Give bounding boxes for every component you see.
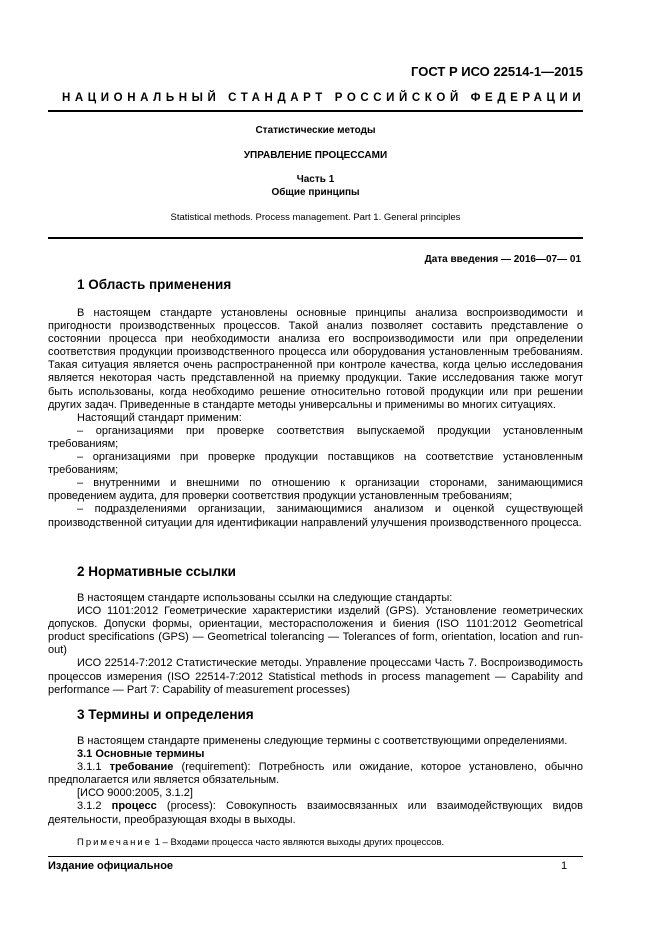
header-rule <box>48 110 583 112</box>
term-number: 3.1.1 <box>77 761 102 774</box>
english-title: Statistical methods. Process management. Part 1. General principles <box>170 212 461 223</box>
part-label: Часть 1 <box>296 174 335 185</box>
main-title: УПРАВЛЕНИЕ ПРОЦЕССАМИ <box>243 150 388 161</box>
list-item: – внутренними и внешними по отношению к организации сторонами, занимающимися проведением аудита, для проверки соответствия продукции установленным требованиям; <box>48 477 583 503</box>
term-definition: (process): Совокупность взаимосвязанных или взаимодействующих видов деятельности, преобразующая входы в выходы. <box>48 800 583 826</box>
note-text: 1 – Входами процесса часто являются выходы других процессов. <box>152 837 445 848</box>
term-number: 3.1.2 <box>77 800 102 813</box>
note <box>77 837 444 848</box>
reference-iso-1101: ИСО 1101:2012 Геометрические характеристики изделий (GPS). Установление геометрических допусков. Допуски формы, ориентации, месторасположения и биения (ISO 1101:2012 Geometrical product specifications (GPS) — Geometrical tolerancing — Tolerances of form, orientation, location and run-out) <box>48 605 583 657</box>
subsection-3-1-heading: 3.1 Основные термины <box>77 748 205 761</box>
term-definition: (requirement): Потребность или ожидание, которое установлено, обычно предполагается или является обязательным. <box>48 761 583 787</box>
subtitle: Общие принципы <box>271 187 360 198</box>
term-requirement <box>48 761 583 787</box>
national-standard-banner: НАЦИОНАЛЬНЫЙ СТАНДАРТ РОССИЙСКОЙ ФЕДЕРАЦИИ <box>62 92 586 104</box>
note-label: Примечание <box>77 837 152 848</box>
doc-id: ГОСТ Р ИСО 22514-1—2015 <box>411 64 583 79</box>
section-2-heading: 2 Нормативные ссылки <box>77 564 236 579</box>
section-3-body <box>48 735 583 827</box>
title-rule <box>48 237 583 239</box>
term-source: [ИСО 9000:2005, 3.1.2] <box>77 787 193 800</box>
list-item: – организациями при проверке соответствия выпускаемой продукции установленным требованиям; <box>48 424 583 450</box>
section-3-paragraph: В настоящем стандарте применены следующие термины с соответствующими определениями. <box>77 735 568 747</box>
date-of-introduction: Дата введения — 2016—07— 01 <box>424 254 581 265</box>
section-1-heading: 1 Область применения <box>77 277 232 292</box>
section-2-body <box>48 592 583 697</box>
page-number: 1 <box>561 860 568 872</box>
section-3-heading: 3 Термины и определения <box>77 707 254 722</box>
list-item: – подразделениями организации, занимающимися анализом и оценкой существующей производственной ситуации для идентификации направлений улучшения производственного процесса. <box>48 503 583 529</box>
term-name: требование <box>109 761 174 774</box>
list-item: – организациями при проверке продукции поставщиков на соответствие установленным требованиям; <box>48 451 583 477</box>
section-1-applicability: Настоящий стандарт применим: <box>77 411 242 424</box>
footer-rule <box>48 856 583 857</box>
series-title: Статистические методы <box>255 125 376 136</box>
term-name: процесс <box>111 800 157 813</box>
section-1-body <box>48 307 583 530</box>
term-process <box>48 800 583 826</box>
official-edition-label: Издание официальное <box>48 860 174 872</box>
section-1-paragraph: В настоящем стандарте установлены основные принципы анализа воспроизводимости и пригодности производственных процессов. Такой анализ позволяет составить представление о состоянии процесса при необходимости анализа его воспроизводимости или при определении соответствия продукции производственного процесса или оборудования установленным требованиям. Такая ситуация является очень распространенной при контроле качества, когда целью исследования является некоторая часть представленной на приемку продукции. Такие исследования также могут быть использованы, когда необходимо решение относительно готовой продукции или при решении других задач. Приведенные в стандарте методы универсальны и применимы во многих ситуациях. <box>48 307 583 411</box>
reference-iso-22514-7: ИСО 22514-7:2012 Статистические методы. Управление процессами Часть 7. Воспроизводимость процессов измерения (ISO 22514-7:2012 Statistical methods in process management — Capability and performance — Part 7: Capability of measurement processes) <box>48 657 583 696</box>
section-2-paragraph: В настоящем стандарте использованы ссылки на следующие стандарты: <box>77 592 453 604</box>
